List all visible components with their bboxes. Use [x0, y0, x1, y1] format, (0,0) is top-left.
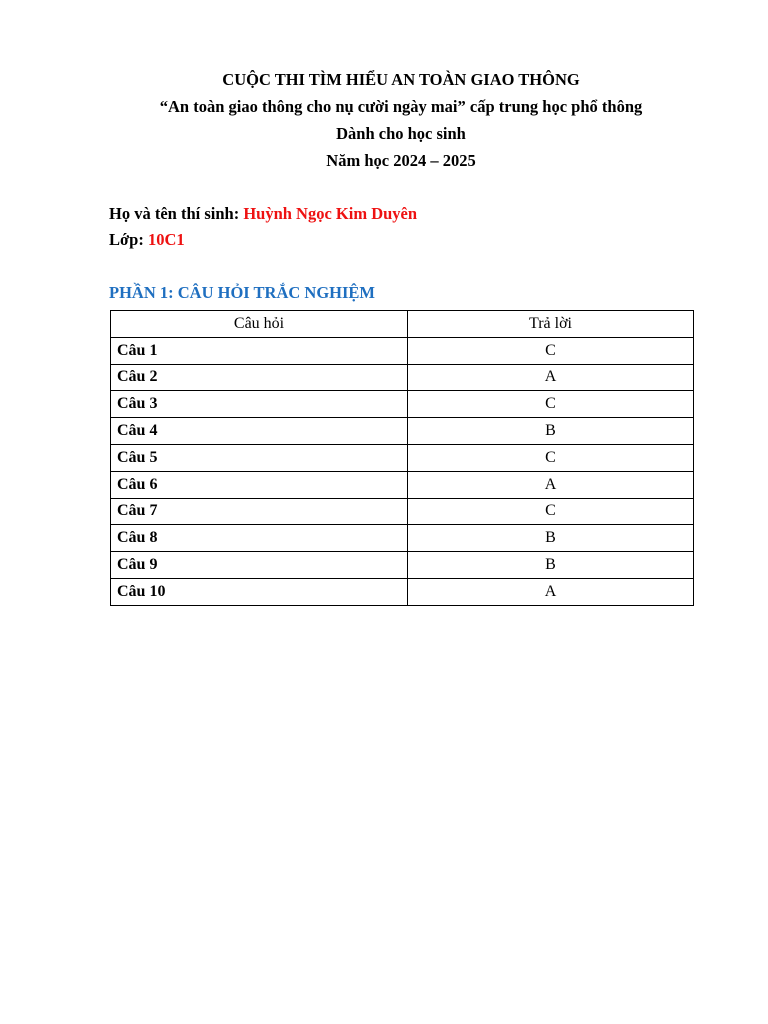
- question-cell: Câu 8: [111, 525, 408, 552]
- column-header-answer: Trả lời: [408, 311, 694, 338]
- answer-cell: B: [408, 418, 694, 445]
- table-row: [111, 444, 694, 471]
- student-class-value: 10C1: [147, 230, 185, 249]
- question-cell: Câu 5: [111, 444, 408, 471]
- student-class-label: Lớp:: [109, 230, 144, 249]
- table-row: [111, 552, 694, 579]
- answer-cell: B: [408, 525, 694, 552]
- answer-cell: A: [408, 364, 694, 391]
- answer-cell: A: [408, 578, 694, 605]
- question-cell: Câu 6: [111, 471, 408, 498]
- answer-cell: C: [408, 391, 694, 418]
- question-cell: Câu 3: [111, 391, 408, 418]
- student-name-line: [109, 201, 417, 227]
- answer-cell: C: [408, 498, 694, 525]
- contest-subtitle: “An toàn giao thông cho nụ cười ngày mai” cấp trung học phổ thông: [159, 97, 643, 116]
- question-cell: Câu 1: [111, 337, 408, 364]
- student-name-value: Huỳnh Ngọc Kim Duyên: [243, 204, 418, 223]
- question-cell: Câu 2: [111, 364, 408, 391]
- table-row: [111, 364, 694, 391]
- contest-title: CUỘC THI TÌM HIỂU AN TOÀN GIAO THÔNG: [222, 70, 580, 89]
- question-cell: Câu 10: [111, 578, 408, 605]
- table-row: [111, 498, 694, 525]
- document-header: [0, 66, 768, 174]
- student-name-label: Họ và tên thí sinh:: [109, 204, 240, 223]
- question-cell: Câu 9: [111, 552, 408, 579]
- answer-cell: B: [408, 552, 694, 579]
- question-cell: Câu 7: [111, 498, 408, 525]
- table-row: [111, 418, 694, 445]
- student-class-line: [109, 227, 417, 253]
- answer-cell: C: [408, 337, 694, 364]
- table-row: [111, 337, 694, 364]
- question-cell: Câu 4: [111, 418, 408, 445]
- school-year: Năm học 2024 – 2025: [326, 151, 476, 170]
- column-header-question: Câu hỏi: [111, 311, 408, 338]
- answer-cell: A: [408, 471, 694, 498]
- table-row: [111, 391, 694, 418]
- answer-table: [110, 310, 694, 606]
- audience-line: Dành cho học sinh: [336, 124, 466, 143]
- section-title: PHẦN 1: CÂU HỎI TRẮC NGHIỆM: [109, 283, 375, 302]
- student-info: [109, 201, 417, 253]
- table-row: [111, 525, 694, 552]
- table-row: [111, 578, 694, 605]
- table-row: [111, 471, 694, 498]
- table-header-row: [111, 311, 694, 338]
- answer-cell: C: [408, 444, 694, 471]
